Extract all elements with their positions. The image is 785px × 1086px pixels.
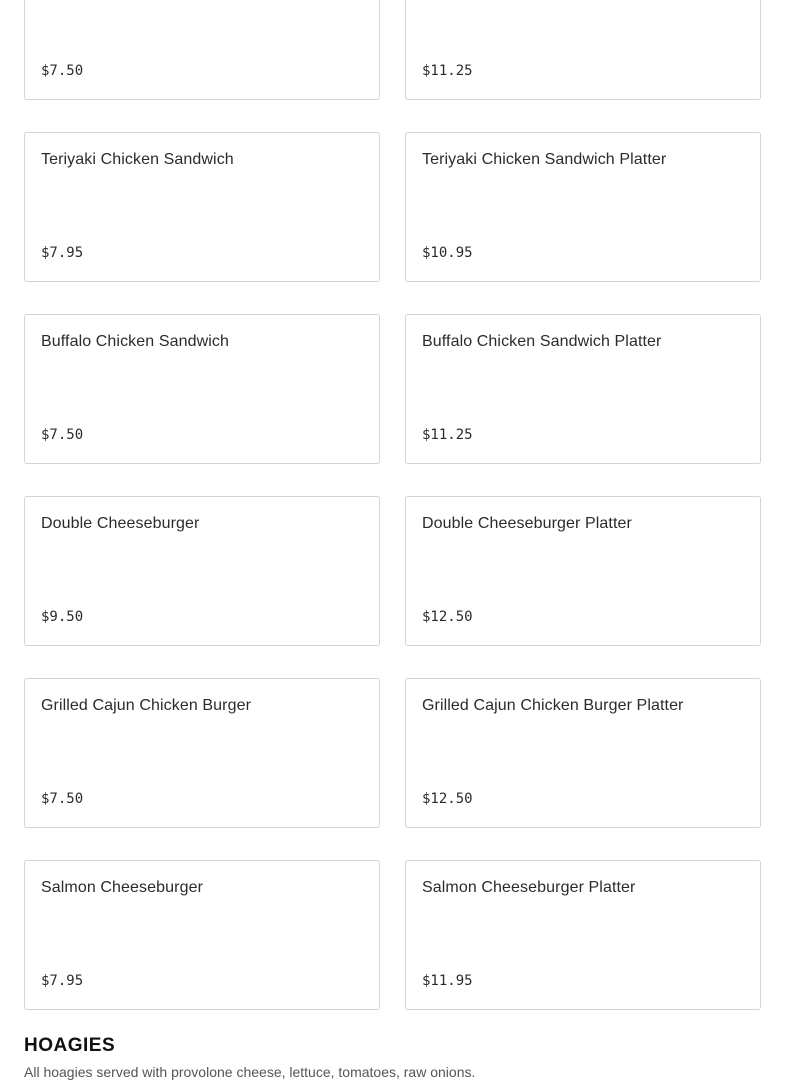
- menu-item-name: Grilled Cajun Chicken Burger Platter: [422, 697, 684, 714]
- menu-item-price: $7.50: [41, 791, 84, 807]
- menu-item-price: $7.50: [41, 63, 84, 79]
- menu-item-card[interactable]: [405, 496, 761, 646]
- section-title: HOAGIES: [24, 1035, 116, 1056]
- menu-item-card[interactable]: [405, 0, 761, 100]
- menu-item-name: Double Cheeseburger: [41, 515, 200, 532]
- menu-item-card[interactable]: [405, 678, 761, 828]
- menu-item-price: $7.50: [41, 427, 84, 443]
- menu-item-name: Double Cheeseburger Platter: [422, 515, 632, 532]
- menu-item-grid: [24, 0, 761, 1010]
- menu-item-card[interactable]: [24, 496, 380, 646]
- menu-item-card[interactable]: [405, 132, 761, 282]
- menu-item-name: Teriyaki Chicken Sandwich: [41, 151, 234, 168]
- menu-item-price: $9.50: [41, 609, 84, 625]
- menu-item-price: $12.50: [422, 791, 473, 807]
- menu-item-name: Teriyaki Chicken Sandwich Platter: [422, 151, 667, 168]
- menu-item-price: $7.95: [41, 973, 84, 989]
- menu-item-name: Salmon Cheeseburger: [41, 879, 203, 896]
- menu-item-card[interactable]: [24, 860, 380, 1010]
- menu-item-price: $12.50: [422, 609, 473, 625]
- menu-item-card[interactable]: [24, 132, 380, 282]
- menu-item-price: $7.95: [41, 245, 84, 261]
- menu-item-card[interactable]: [405, 860, 761, 1010]
- menu-item-card[interactable]: [24, 314, 380, 464]
- menu-item-name: Buffalo Chicken Sandwich: [41, 333, 229, 350]
- menu-item-price: $11.25: [422, 63, 473, 79]
- menu-item-card[interactable]: [24, 0, 380, 100]
- menu-item-name: Salmon Cheeseburger Platter: [422, 879, 636, 896]
- menu-item-card[interactable]: [405, 314, 761, 464]
- menu-item-price: $11.95: [422, 973, 473, 989]
- menu-item-card[interactable]: [24, 678, 380, 828]
- section-description: All hoagies served with provolone cheese, lettuce, tomatoes, raw onions.: [24, 1064, 476, 1080]
- menu-item-price: $10.95: [422, 245, 473, 261]
- menu-item-price: $11.25: [422, 427, 473, 443]
- menu-item-name: Buffalo Chicken Sandwich Platter: [422, 333, 662, 350]
- menu-item-name: Grilled Cajun Chicken Burger: [41, 697, 252, 714]
